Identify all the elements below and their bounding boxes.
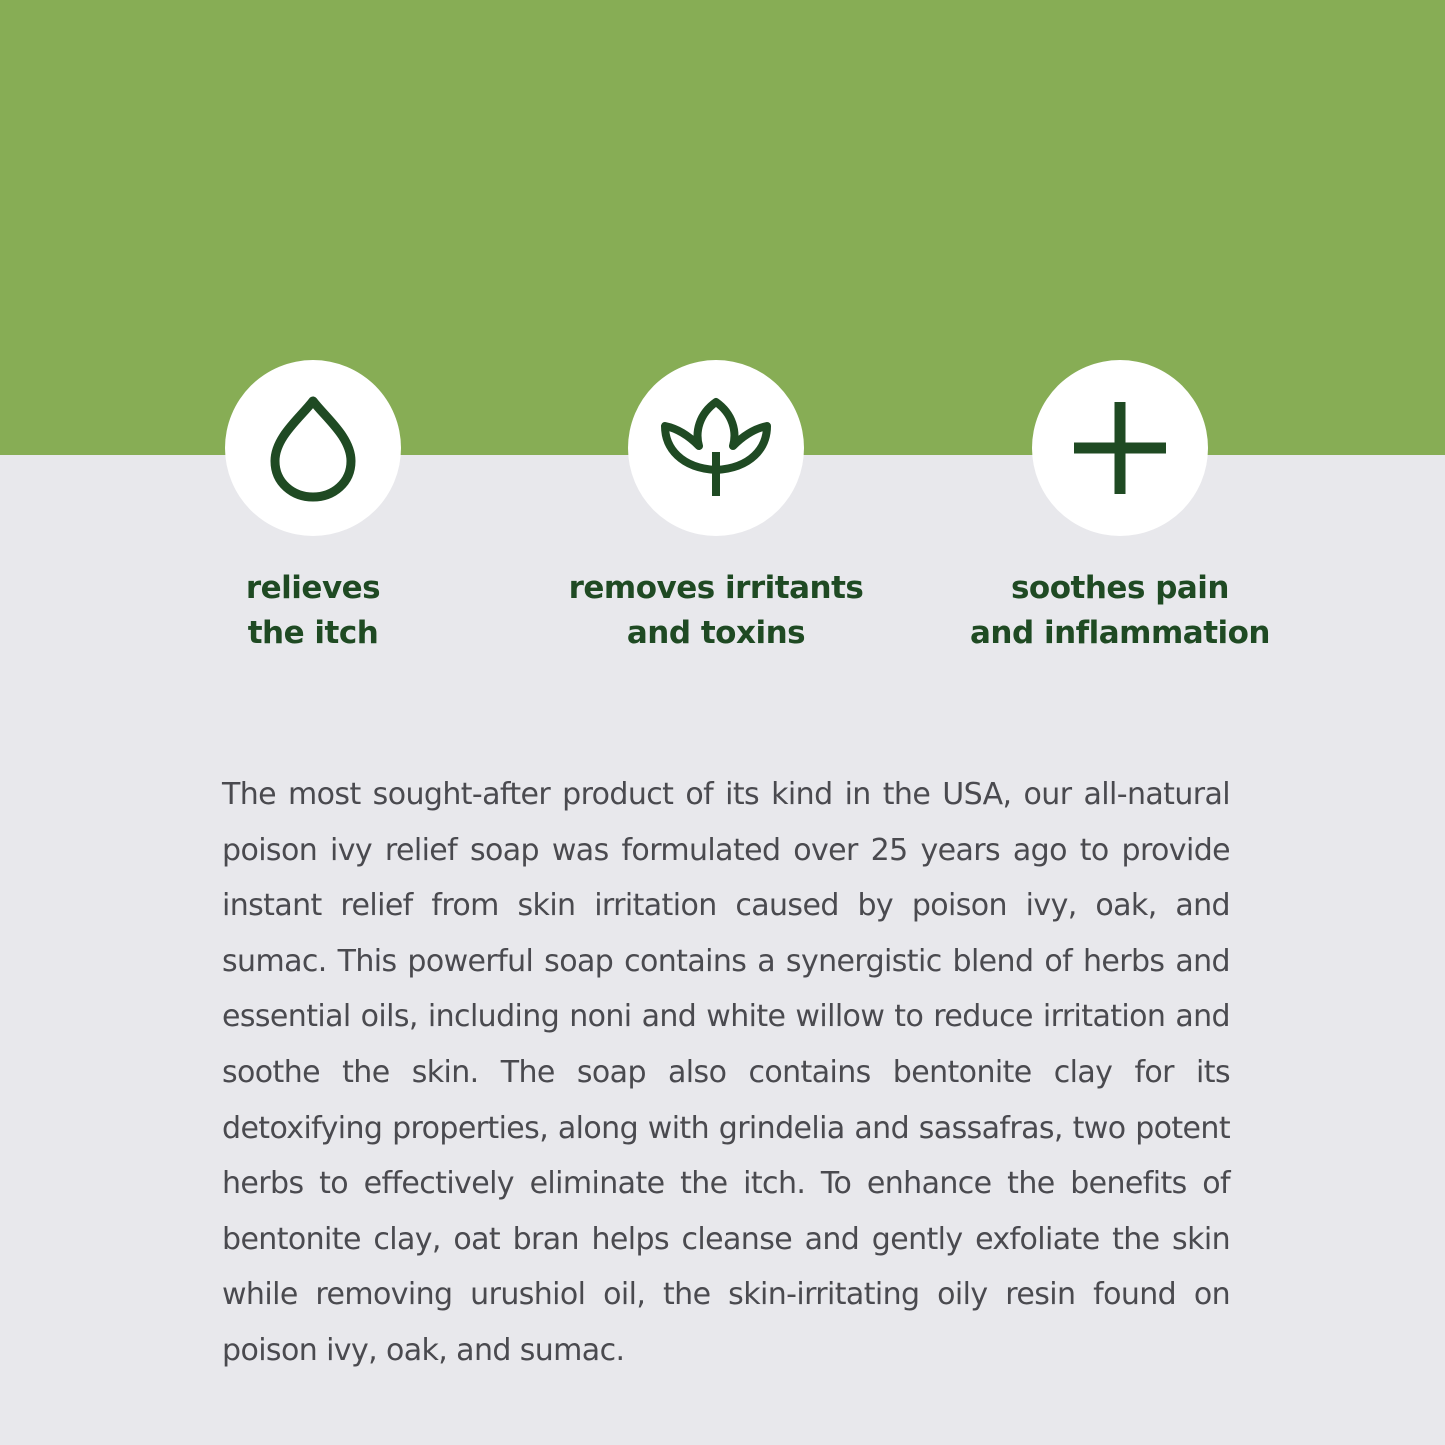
leaf-icon	[661, 396, 771, 500]
icon-circle	[628, 360, 804, 536]
icon-circle	[225, 360, 401, 536]
benefit-label: relieves the itch	[245, 570, 381, 651]
benefit-relieves-itch	[133, 360, 493, 656]
icon-circle	[1032, 360, 1208, 536]
plus-icon	[1070, 398, 1170, 498]
benefit-label: removes irritants and toxins	[568, 570, 864, 651]
benefit-label: soothes pain and inflammation	[969, 570, 1271, 651]
water-drop-icon	[263, 393, 363, 503]
benefit-removes-irritants	[536, 360, 896, 656]
product-description: The most sought-after product of its kind in the USA, our all-natural poison ivy relief soap was formulated over 25 years ago to provide instant relief from skin irritation caused by poison ivy, oak, and sumac. This powerful soap contains a synergistic blend of herbs and essential oils, including noni and white willow to reduce irritation and soothe the skin. The soap also contains bentonite clay for its detoxifying properties, along with grindelia and sassafras, two potent herbs to effectively eliminate the itch. To enhance the benefits of bentonite clay, oat bran helps cleanse and gently exfoliate the skin while removing urushiol oil, the skin-irritating oily resin found on poison ivy, oak, and sumac.	[222, 777, 1230, 1368]
benefit-soothes-pain	[940, 360, 1300, 656]
